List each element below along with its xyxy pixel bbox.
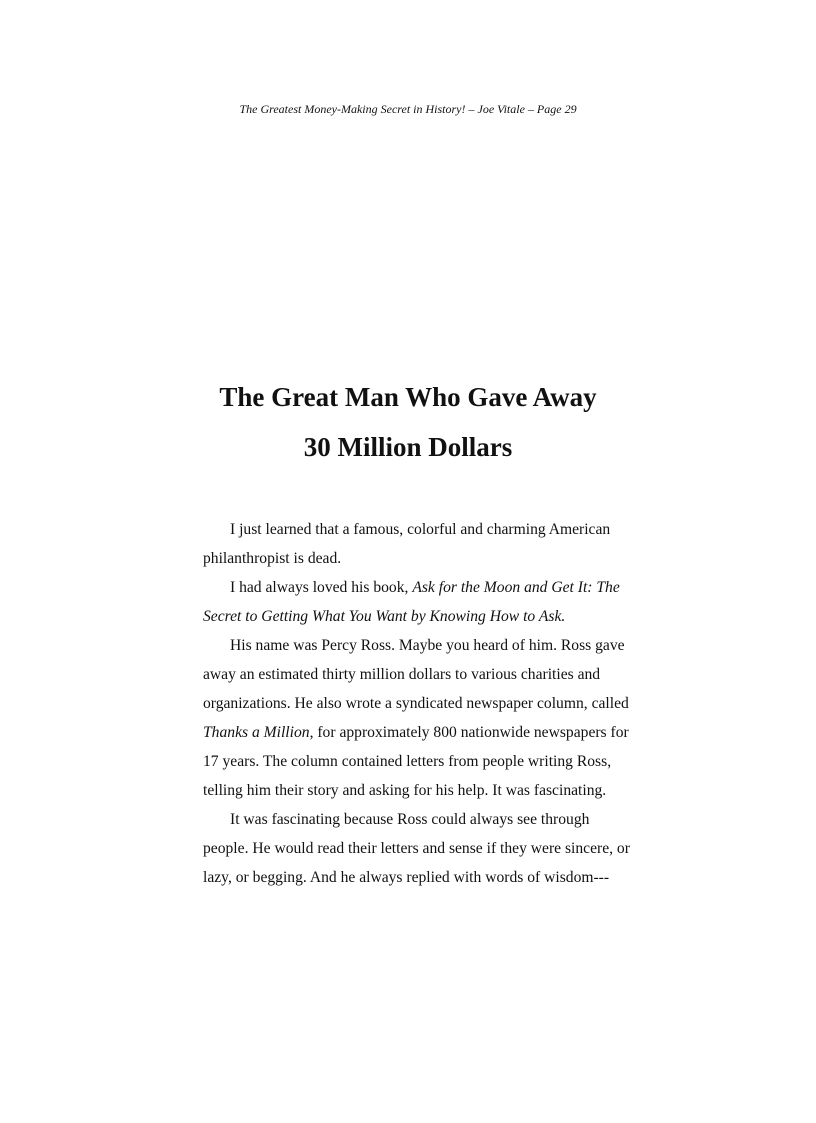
- book-title-span: Ask for the Moon and Get It: The: [412, 579, 620, 596]
- paragraph-line: [203, 573, 643, 602]
- paragraph-line: [203, 718, 643, 747]
- paragraph-line: telling him their story and asking for his help. It was fascinating.: [203, 782, 607, 799]
- paragraph-line: organizations. He also wrote a syndicated newspaper column, called: [203, 695, 629, 712]
- paragraph-line: philanthropist is dead.: [203, 550, 342, 567]
- paragraph-line: [203, 602, 643, 631]
- paragraph-line: His name was Percy Ross. Maybe you heard of him. Ross gave: [230, 637, 625, 654]
- chapter-title-line-1: The Great Man Who Gave Away: [219, 382, 597, 412]
- text-span: , for approximately 800 nationwide newspapers for: [309, 724, 629, 741]
- body-text: [203, 515, 643, 892]
- paragraph-line: I just learned that a famous, colorful and charming American: [230, 521, 611, 538]
- running-header: The Greatest Money-Making Secret in History! – Joe Vitale – Page 29: [239, 102, 577, 116]
- paragraph-line: people. He would read their letters and sense if they were sincere, or: [203, 840, 630, 857]
- paragraph-line: 17 years. The column contained letters from people writing Ross,: [203, 753, 612, 770]
- column-title-span: Thanks a Million: [203, 724, 310, 741]
- text-span: I had always loved his book,: [230, 579, 413, 596]
- paragraph-line: lazy, or begging. And he always replied with words of wisdom---: [203, 869, 610, 886]
- book-title-span: Secret to Getting What You Want by Knowing How to Ask.: [203, 608, 566, 625]
- paragraph-line: It was fascinating because Ross could always see through: [230, 811, 590, 828]
- chapter-title-line-2: 30 Million Dollars: [303, 432, 513, 462]
- paragraph-line: away an estimated thirty million dollars to various charities and: [203, 666, 601, 683]
